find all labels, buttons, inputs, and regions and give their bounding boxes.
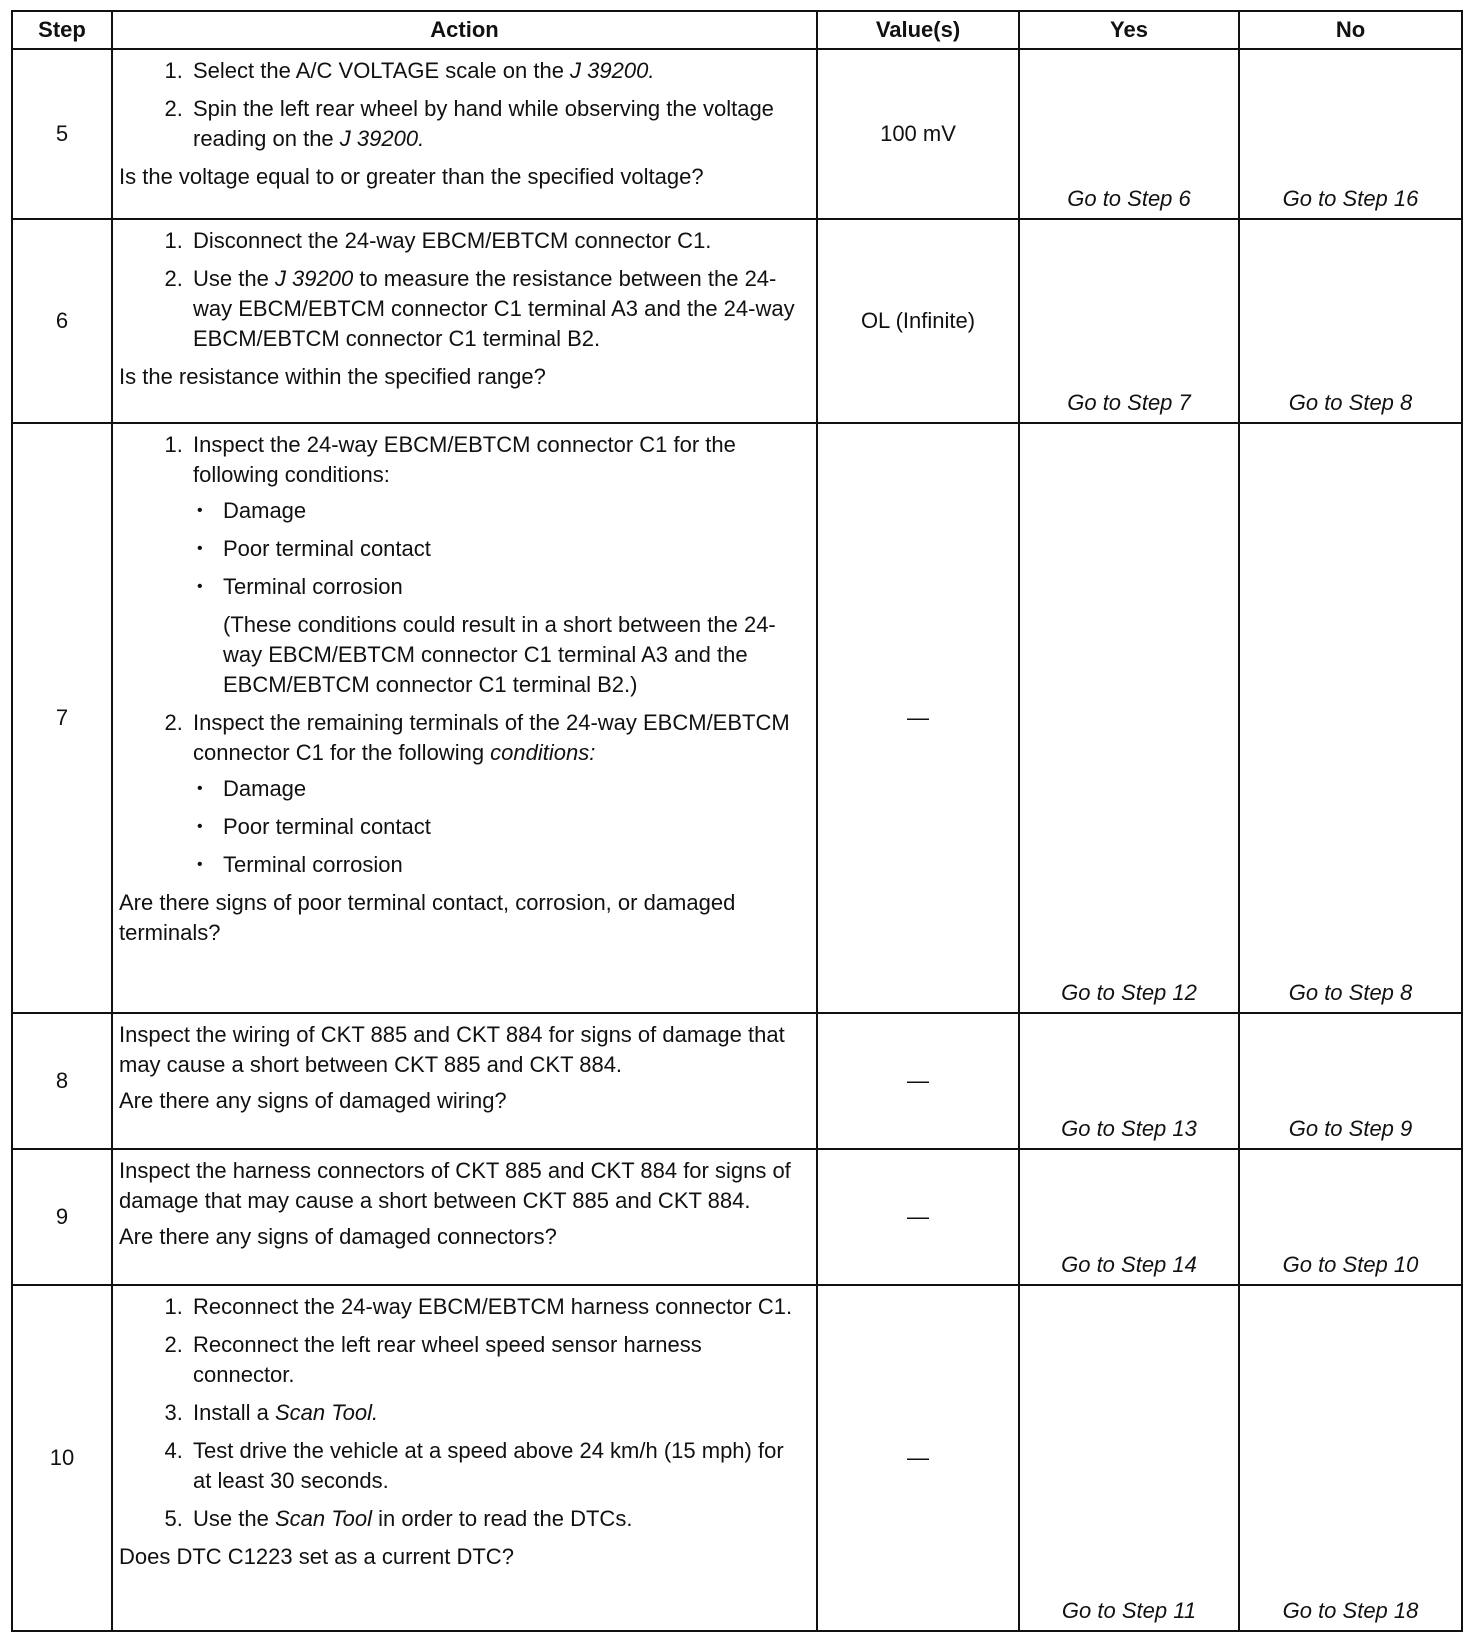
table-row: [12, 423, 1462, 1013]
no-link[interactable]: Go to Step 16: [1239, 49, 1462, 219]
list-item: 1. Disconnect the 24-way EBCM/EBTCM connector C1.: [189, 226, 806, 256]
list-item: 2. Spin the left rear wheel by hand while observing the voltage reading on the J 39200.: [189, 94, 806, 154]
list-item: • Terminal corrosion: [223, 850, 806, 880]
no-link[interactable]: Go to Step 18: [1239, 1285, 1462, 1631]
yes-link[interactable]: Go to Step 12: [1019, 423, 1239, 1013]
table-row: [12, 49, 1462, 219]
action-list: [119, 1292, 806, 1534]
action-question: Is the resistance within the specified range?: [119, 364, 546, 389]
list-item: • Poor terminal contact: [223, 812, 806, 842]
value-cell: 100 mV: [817, 49, 1019, 219]
header-no: No: [1239, 11, 1462, 49]
action-cell: [112, 219, 817, 423]
step-number: 5: [12, 49, 112, 219]
header-yes: Yes: [1019, 11, 1239, 49]
step-number: 6: [12, 219, 112, 423]
value-cell: OL (Infinite): [817, 219, 1019, 423]
action-text: Inspect the wiring of CKT 885 and CKT 884 for signs of damage that may cause a short between CKT 885 and CKT 884.: [119, 1022, 785, 1077]
diagnostic-table-page: [11, 10, 1461, 1632]
no-link[interactable]: Go to Step 8: [1239, 219, 1462, 423]
action-text: Inspect the harness connectors of CKT 885 and CKT 884 for signs of damage that may cause a short between CKT 885 and CKT 884.: [119, 1158, 791, 1213]
yes-link[interactable]: Go to Step 14: [1019, 1149, 1239, 1285]
yes-link[interactable]: Go to Step 7: [1019, 219, 1239, 423]
table-row: [12, 219, 1462, 423]
list-item: 2. Reconnect the left rear wheel speed sensor harness connector.: [189, 1330, 806, 1390]
list-item: 1. Select the A/C VOLTAGE scale on the J 39200.: [189, 56, 806, 86]
list-item: 1. Reconnect the 24-way EBCM/EBTCM harness connector C1.: [189, 1292, 806, 1322]
condition-list: [193, 496, 806, 602]
list-item: 1. Inspect the 24-way EBCM/EBTCM connector C1 for the following conditions: • Damage • Poor terminal contact • Terminal corrosion (These conditions could result in a short between the 24-way EBCM/EBTCM connector C1 terminal A3 and the EBCM/EBTCM connector C1 terminal B2.): [189, 430, 806, 700]
condition-note: (These conditions could result in a short between the 24-way EBCM/EBTCM connector C1 terminal A3 and the EBCM/EBTCM connector C1 terminal B2.): [223, 612, 776, 697]
yes-link[interactable]: Go to Step 6: [1019, 49, 1239, 219]
value-cell: —: [817, 1149, 1019, 1285]
header-row: [12, 11, 1462, 49]
action-question: Is the voltage equal to or greater than the specified voltage?: [119, 164, 704, 189]
action-cell: [112, 1285, 817, 1631]
list-item: • Poor terminal contact: [223, 534, 806, 564]
yes-link[interactable]: Go to Step 13: [1019, 1013, 1239, 1149]
action-list: [119, 430, 806, 880]
action-cell: [112, 423, 817, 1013]
step-number: 8: [12, 1013, 112, 1149]
action-list: [119, 226, 806, 354]
action-cell: [112, 1013, 817, 1149]
list-item: 2. Use the J 39200 to measure the resistance between the 24-way EBCM/EBTCM connector C1 terminal A3 and the 24-way EBCM/EBTCM connector C1 terminal B2.: [189, 264, 806, 354]
list-item: 3. Install a Scan Tool.: [189, 1398, 806, 1428]
value-cell: —: [817, 1013, 1019, 1149]
list-item: • Terminal corrosion: [223, 572, 806, 602]
value-cell: —: [817, 423, 1019, 1013]
header-step: Step: [12, 11, 112, 49]
table-row: [12, 1013, 1462, 1149]
no-link[interactable]: Go to Step 9: [1239, 1013, 1462, 1149]
action-question: Are there any signs of damaged wiring?: [119, 1088, 507, 1113]
action-list: [119, 56, 806, 154]
diagnostic-table: [11, 10, 1463, 1632]
list-item: 5. Use the Scan Tool in order to read the DTCs.: [189, 1504, 806, 1534]
action-question: Are there signs of poor terminal contact, corrosion, or damaged terminals?: [119, 890, 736, 945]
header-values: Value(s): [817, 11, 1019, 49]
list-item: • Damage: [223, 496, 806, 526]
yes-link[interactable]: Go to Step 11: [1019, 1285, 1239, 1631]
action-cell: [112, 49, 817, 219]
value-cell: —: [817, 1285, 1019, 1631]
step-number: 10: [12, 1285, 112, 1631]
action-cell: [112, 1149, 817, 1285]
condition-list: [193, 774, 806, 880]
list-item: • Damage: [223, 774, 806, 804]
step-number: 9: [12, 1149, 112, 1285]
table-row: [12, 1285, 1462, 1631]
step-number: 7: [12, 423, 112, 1013]
no-link[interactable]: Go to Step 8: [1239, 423, 1462, 1013]
no-link[interactable]: Go to Step 10: [1239, 1149, 1462, 1285]
header-action: Action: [112, 11, 817, 49]
list-item: 4. Test drive the vehicle at a speed above 24 km/h (15 mph) for at least 30 seconds.: [189, 1436, 806, 1496]
table-row: [12, 1149, 1462, 1285]
action-question: Does DTC C1223 set as a current DTC?: [119, 1544, 514, 1569]
list-item: 2. Inspect the remaining terminals of the 24-way EBCM/EBTCM connector C1 for the following conditions: • Damage • Poor terminal contact • Terminal corrosion: [189, 708, 806, 880]
action-question: Are there any signs of damaged connectors?: [119, 1224, 557, 1249]
